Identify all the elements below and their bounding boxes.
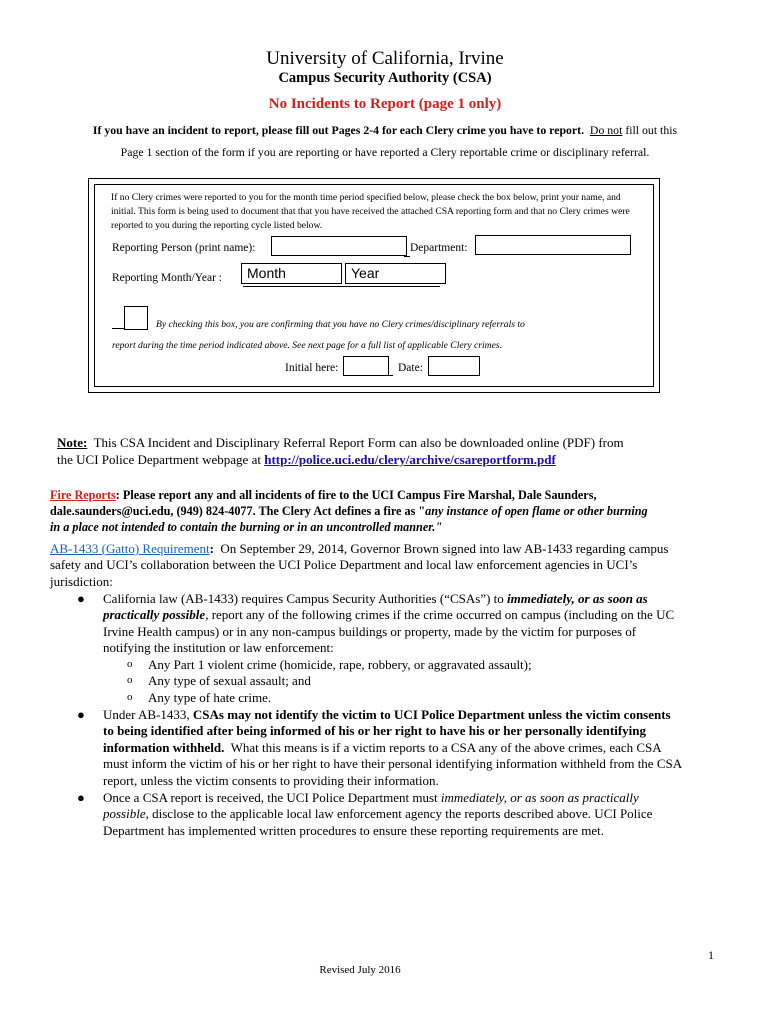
bullet-icon: ● — [77, 707, 85, 722]
instruction-line-2: Page 1 section of the form if you are reporting or have reported a Clery reportable crime or disciplinary referral. — [120, 145, 650, 159]
bullet-2: Under AB-1433, CSAs may not identify the victim to UCI Police Department unless the victim consents to being identified after being informed of his or her right to have his or her personally identifying information withheld. What this means is if a victim reports to a CSA any of the above crimes, each CSA must inform the victim of his or her right to have their personal identifying information withheld from the CSA report, unless the victim consents to providing their information. — [103, 707, 683, 788]
department-label: Department: — [410, 242, 468, 254]
page-number: 1 — [708, 948, 714, 962]
bullet-1: California law (AB-1433) requires Campus Security Authorities (“CSAs”) to immediately, or as soon as practically possible, report any of the following crimes if the crime occurred on campus (including on the UC Irvine Health campus) or in any non-campus buildings or property, made by the victim for purposes of notifying the institution or law enforcement: — [103, 591, 675, 656]
initial-label: Initial here: — [285, 362, 339, 374]
fire-reports-paragraph: Fire Reports: Please report any and all incidents of fire to the UCI Campus Fire Marshal, Dale Saunders, dale.saunders@uci.edu, (949) 824-4077. The Clery Act defines a fire as "any instance of open flame or other burning in a place not intended to contain the burning or in an uncontrolled manner." — [50, 488, 648, 534]
underline — [404, 255, 410, 257]
csa-form-link[interactable]: http://police.uci.edu/clery/archive/csareportform.pdf — [264, 452, 556, 467]
underline — [387, 374, 393, 376]
no-crimes-checkbox[interactable] — [124, 306, 148, 330]
circle-bullet-icon: o — [127, 658, 133, 670]
circle-bullet-icon: o — [127, 674, 133, 686]
page-title: University of California, Irvine — [266, 48, 504, 69]
month-year-label: Reporting Month/Year : — [112, 272, 222, 284]
note-paragraph: Note: This CSA Incident and Disciplinary Referral Report Form can also be downloaded online (PDF) from the UCI Police Department webpage at http://police.uci.edu/clery/archive/csareportform.pdf — [57, 435, 624, 467]
date-input[interactable] — [428, 356, 480, 376]
sub-bullet-2: Any type of sexual assault; and — [148, 673, 311, 688]
reporting-person-input[interactable] — [271, 236, 407, 256]
confirm-text-2: report during the time period indicated above. See next page for a full list of applicable Clery crimes. — [112, 340, 502, 351]
year-select[interactable]: Year — [345, 263, 446, 284]
fire-reports-label: Fire Reports — [50, 488, 116, 502]
no-incidents-heading: No Incidents to Report (page 1 only) — [268, 96, 502, 112]
bullet-icon: ● — [77, 591, 85, 606]
bullet-icon: ● — [77, 790, 85, 805]
circle-bullet-icon: o — [127, 691, 133, 703]
instruction-line-1: If you have an incident to report, please fill out Pages 2-4 for each Clery crime you have to report. Do not fill out this — [92, 123, 678, 137]
sub-bullet-1: Any Part 1 violent crime (homicide, rape, robbery, or aggravated assault); — [148, 657, 532, 672]
page-subtitle: Campus Security Authority (CSA) — [278, 70, 492, 86]
reporting-person-label: Reporting Person (print name): — [112, 242, 256, 254]
bullet-3: Once a CSA report is received, the UCI Police Department must immediately, or as soon as practically possible, disclose to the applicable local law enforcement agency the reports described above. UCI Police Department has implemented written procedures to ensure these reporting requirements are met. — [103, 790, 653, 838]
department-input[interactable] — [475, 235, 631, 255]
initial-input[interactable] — [343, 356, 389, 376]
ab1433-intro: AB-1433 (Gatto) Requirement: On September 29, 2014, Governor Brown signed into law AB-1433 regarding campus safety and UCI’s collaboration between the UCI Police Department and local law enforcement agencies in UCI’s jurisdiction: — [50, 541, 669, 589]
revised-date: Revised July 2016 — [319, 964, 401, 976]
confirm-text: By checking this box, you are confirming that you have no Clery crimes/disciplinary referrals to — [156, 319, 525, 330]
date-label: Date: — [398, 362, 423, 374]
month-select[interactable]: Month — [241, 263, 342, 284]
underline — [243, 285, 440, 287]
form-intro-text: If no Clery crimes were reported to you for the month time period specified below, please check the box below, print your name, and initial. This form is being used to document that that you have received the attached CSA reporting form and that no Clery crimes were reported to you during the reporting cycle listed below. — [111, 192, 630, 231]
underline — [112, 327, 124, 329]
sub-bullet-3: Any type of hate crime. — [148, 690, 272, 705]
ab1433-label[interactable]: AB-1433 (Gatto) Requirement — [50, 541, 210, 556]
